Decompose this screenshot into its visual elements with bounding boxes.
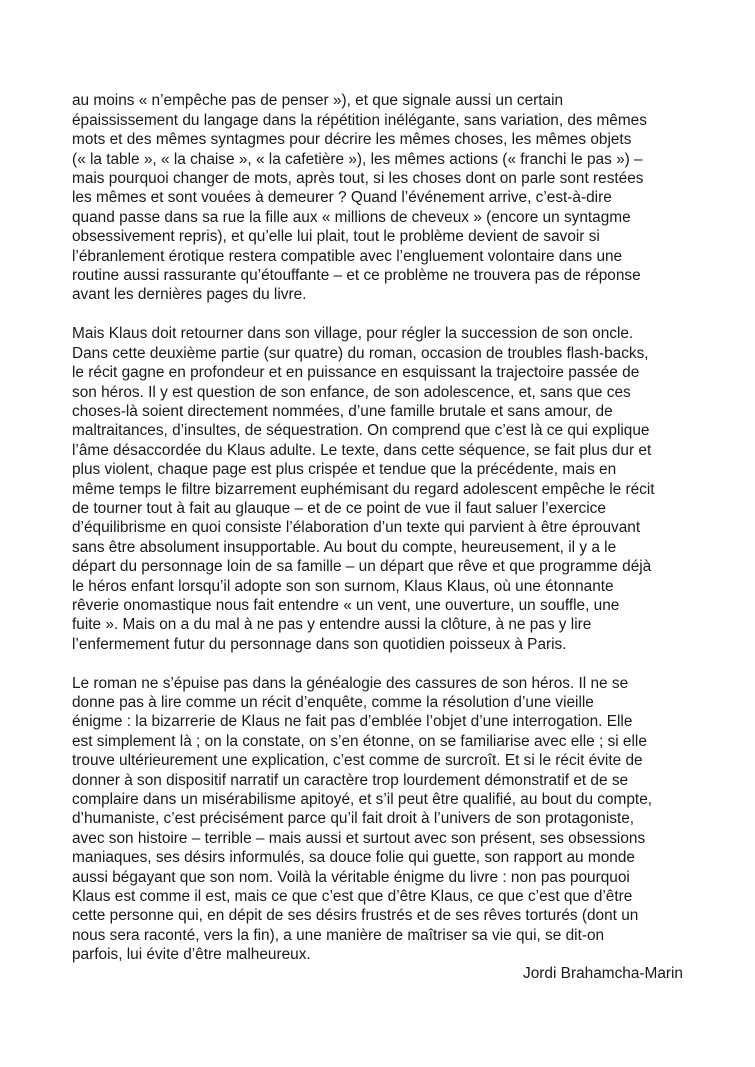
article-body <box>72 72 686 984</box>
author-signature: Jordi Brahamcha-Marin <box>523 965 683 982</box>
article-text <box>72 72 686 984</box>
paragraph-2: Mais Klaus doit retourner dans son village, pour régler la succession de son oncle. Dans cette deuxième partie (sur quatre) du roman, occasion de troubles flash-backs, le récit gagne en profondeur et en puissance en esquissant la trajectoire passée de son héros. Il y est question de son enfance, de son adolescence, et, sans que ces choses-là soient directement nommées, d’une famille brutale et sans amour, de maltraitances, d’insultes, de séquestration. On comprend que c’est là ce qui explique l’âme désaccordée du Klaus adulte. Le texte, dans cette séquence, se fait plus dur et plus violent, chaque page est plus crispée et tendue que la précédente, mais en même temps le filtre bizarrement euphémisant du regard adolescent empêche le récit de tourner tout à fait au glauque – et de ce point de vue il faut saluer l’exercice d’équilibrisme en quoi consiste l’élaboration d’un texte qui parvient à être éprouvant sans être absolument insupportable. Au bout du compte, heureusement, il y a le départ du personnage loin de sa famille – un départ que rêve et que programme déjà le héros enfant lorsqu’il adopte son son surnom, Klaus Klaus, où une étonnante rêverie onomastique nous fait entendre « un vent, une ouverture, un souffle, une fuite ». Mais on a du mal à ne pas y entendre aussi la clôture, à ne pas y lire l’enfermement futur du personnage dans son quotidien poisseux à Paris. <box>72 325 655 653</box>
paragraph-3: Le roman ne s’épuise pas dans la généalogie des cassures de son héros. Il ne se donne pas à lire comme un récit d’enquête, comme la résolution d’une vieille énigme : la bizarrerie de Klaus ne fait pas d’emblée l’objet d’une interrogation. Elle est simplement là ; on la constate, on s’en étonne, on se familiarise avec elle ; si elle trouve ultérieurement une explication, c’est comme de surcroît. Et si le récit évite de donner à son dispositif narratif un caractère trop lourdement démonstratif et de se complaire dans un misérabilisme apitoyé, et s’il peut être qualifié, au bout du compte, d’humaniste, c’est précisément parce qu’il fait droit à l’univers de son protagoniste, avec son histoire – terrible – mais aussi et surtout avec son présent, ses obsessions maniaques, ses désirs informulés, sa douce folie qui guette, son rapport au monde aussi bégayant que son nom. Voilà la véritable énigme du livre : non pas pourquoi Klaus est comme il est, mais ce que c’est que d’être Klaus, ce que c’est que d’être cette personne qui, en dépit de ses désirs frustrés et de ses rêves torturés (dont un nous sera raconté, vers la fin), a une manière de maîtriser sa vie qui, se dit-on parfois, lui évite d’être malheureux. <box>72 674 653 964</box>
paragraph-1: au moins « n’empêche pas de penser »), et que signale aussi un certain épaississement du langage dans la répétition inélégante, sans variation, des mêmes mots et des mêmes syntagmes pour décrire les mêmes choses, les mêmes objets (« la table », « la chaise », « la cafetière »), les mêmes actions (« franchi le pas ») – mais pourquoi changer de mots, après tout, si les choses dont on parle sont restées les mêmes et sont vouées à demeurer ? Quand l’événement arrive, c’est-à-dire quand passe dans sa rue la fille aux « millions de cheveux » (encore un syntagme obsessivement repris), et qu’elle lui plait, tout le problème devient de savoir si l’ébranlement érotique restera compatible avec l’engluement volontaire dans une routine aussi rassurante qu’étouffante – et ce problème ne trouvera pas de réponse avant les dernières pages du livre. <box>72 92 647 304</box>
